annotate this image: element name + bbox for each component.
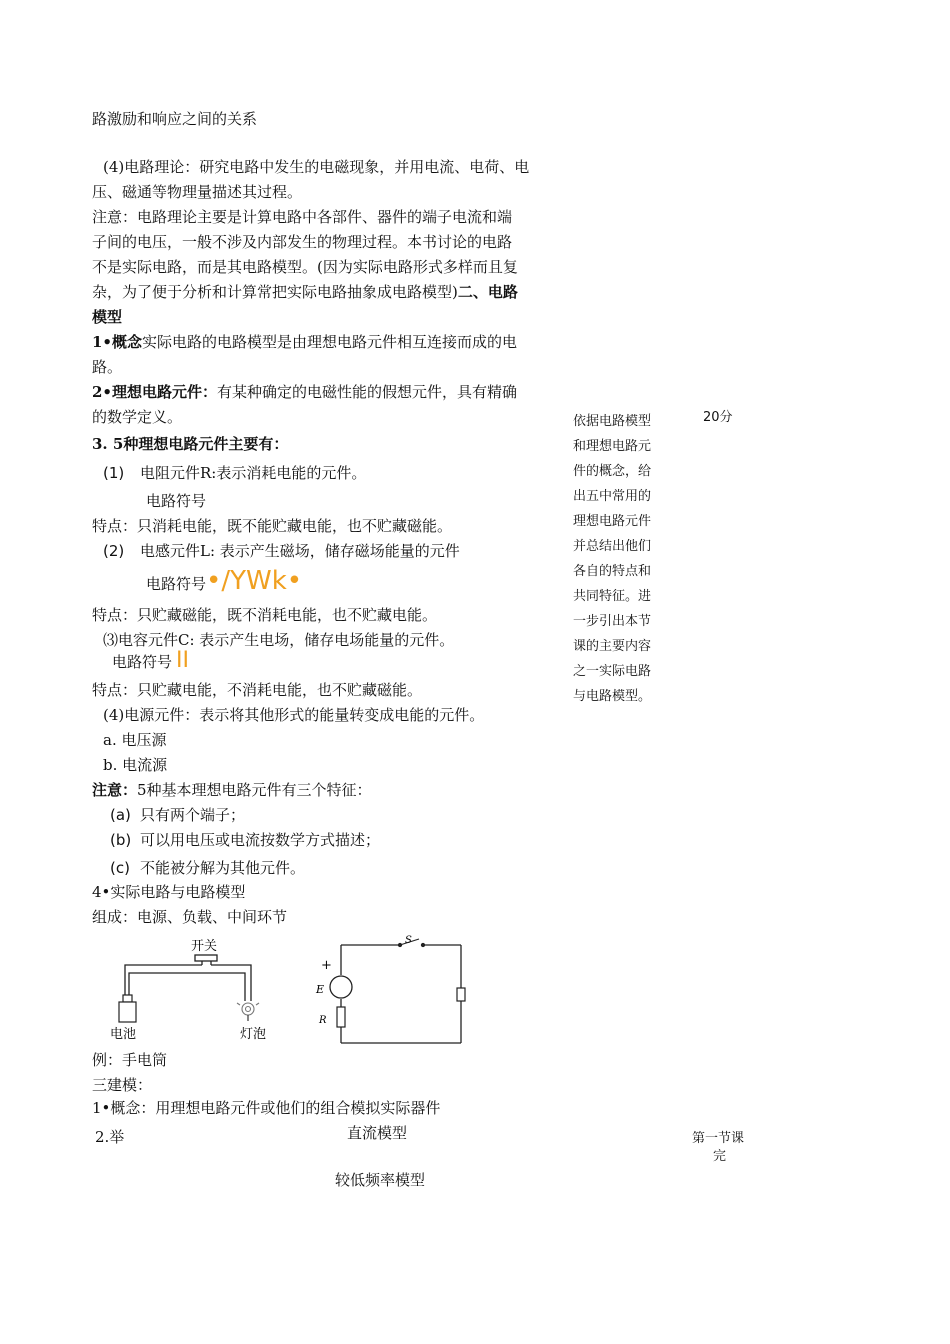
side-line: 共同特征。进: [573, 589, 652, 604]
model-resistor: [337, 1007, 345, 1027]
note-line-3: 不是实际电路，而是其电路模型。(因为实际电路形式多样而且复: [92, 258, 518, 276]
side-line: 课的主要内容: [573, 639, 652, 654]
concept-text: 实际电路的电路模型是由理想电路元件相互连接而成的电: [142, 333, 518, 351]
line-2: 压、磁通等物理量描述其过程。: [92, 183, 303, 201]
feature-c-text: 不能被分解为其他元件。: [140, 859, 306, 877]
item-2-text: 电感元件L: 表示产生磁场，储存磁场能量的元件: [140, 542, 460, 560]
side-line: 各自的特点和: [573, 564, 652, 579]
side-line: 之一实际电路: [573, 664, 652, 679]
note-line-4-text: 杂，为了便于分析和计算常把实际电路抽象成电路模型): [92, 283, 458, 301]
side-line: 和理想电路元: [573, 439, 652, 454]
side-notes: [573, 409, 673, 704]
model-r-label: R: [319, 1015, 327, 1026]
item-1-number: (1): [103, 464, 125, 482]
bulb-label: 灯泡: [240, 1027, 267, 1042]
switch-drawing: [195, 955, 217, 965]
note-line-2: 子间的电压，一般不涉及内部发生的物理过程。本书讨论的电路: [92, 233, 513, 251]
line-11: 的数学定义。: [92, 408, 183, 426]
time-allocation: 20分: [703, 410, 733, 425]
ideal-element-line: [92, 381, 517, 403]
section-heading-2a: 二、电路: [457, 283, 518, 301]
features-note-text: 5种基本理想电路元件有三个特征：: [137, 781, 372, 799]
low-freq-model-label: 较低频率模型: [335, 1171, 426, 1189]
feature-b-text: 可以用电压或电流按数学方式描述；: [140, 831, 381, 849]
model-source: [330, 976, 352, 998]
resistor-symbol-label: 电路符号: [146, 492, 207, 510]
five-elements-heading: 3. 5种理想电路元件主要有：: [92, 435, 289, 453]
note-line-1: 注意：电路理论主要是计算电路中各部件、器件的端子电流和端: [92, 208, 513, 226]
modeling-concept: 1•概念：用理想电路元件或他们的组合模拟实际器件: [92, 1099, 441, 1117]
dc-model-label: 直流模型: [347, 1124, 408, 1142]
concept-line: [92, 331, 517, 353]
modeling-heading: 三建模：: [92, 1076, 153, 1094]
capacitor-symbol: II: [176, 648, 189, 673]
inductor-symbol-label: 电路符号: [146, 575, 207, 593]
example-2-label: 2.举: [95, 1128, 125, 1146]
note-line-4: [92, 281, 518, 303]
switch-label: 开关: [191, 939, 218, 954]
side-line: 并总结出他们: [573, 539, 652, 554]
ideal-element-text: 有某种确定的电磁性能的假想元件，具有精确: [217, 383, 518, 401]
capacitor-symbol-label: 电路符号: [112, 653, 173, 671]
item-4-text: (4)电源元件：表示将其他形式的能量转变成电能的元件。: [103, 706, 485, 724]
inductor-symbol-line: [146, 566, 303, 596]
model-lamp: [457, 988, 465, 1001]
flashlight-figure: [105, 935, 475, 1047]
capacitor-feature: 特点：只贮藏电能，不消耗电能，也不贮藏磁能。: [92, 681, 423, 699]
feature-c-label: (c): [110, 859, 130, 877]
model-switch-label: S: [405, 935, 412, 946]
physical-wires: [125, 965, 251, 1001]
lesson-end-1: 第一节课: [692, 1131, 745, 1146]
bulb-drawing: [237, 1003, 259, 1021]
side-line: 与电路模型。: [573, 689, 652, 704]
model-e-label: E: [316, 983, 325, 996]
features-note-label: 注意：: [92, 781, 138, 799]
side-line: 依据电路模型: [573, 414, 652, 429]
section-heading-2b: 模型: [92, 308, 123, 326]
feature-a-label: (a): [110, 806, 131, 824]
feature-a-text: 只有两个端子；: [140, 806, 246, 824]
item-1-text: 电阻元件R:表示消耗电能的元件。: [140, 464, 367, 482]
capacitor-symbol-line: [112, 650, 189, 673]
line-0: 路激励和响应之间的关系: [92, 110, 258, 128]
item-3-text: ⑶电容元件C: 表示产生电场，储存电场能量的元件。: [103, 631, 455, 649]
model-wires: [341, 945, 461, 1043]
concept-label: 1•概念: [92, 333, 143, 351]
circuit-theory-line: (4)电路理论：研究电路中发生的电磁现象，并用电流、电荷、电: [103, 158, 530, 176]
side-line: 一步引出本节: [573, 614, 652, 629]
features-note: [92, 779, 372, 801]
model-plus: +: [321, 958, 332, 973]
side-line: 出五中常用的: [573, 489, 652, 504]
voltage-source-item: a. 电压源: [103, 731, 167, 749]
composition-line: 组成：电源、负载、中间环节: [92, 908, 288, 926]
side-line: 件的概念，给: [573, 464, 652, 479]
real-vs-model-heading: 4•实际电路与电路模型: [92, 883, 246, 901]
lesson-end-2: 完: [713, 1149, 727, 1164]
battery-drawing: [119, 995, 136, 1022]
resistor-feature: 特点：只消耗电能，既不能贮藏电能，也不贮藏磁能。: [92, 517, 453, 535]
line-9: 路。: [92, 358, 123, 376]
inductor-symbol: •/YWk•: [206, 566, 303, 596]
item-2-number: (2): [103, 542, 125, 560]
example-line: 例：手电筒: [92, 1051, 168, 1069]
side-line: 理想电路元件: [573, 514, 652, 529]
battery-label: 电池: [110, 1027, 137, 1042]
inductor-feature: 特点：只贮藏磁能，既不消耗电能，也不贮藏电能。: [92, 606, 438, 624]
current-source-item: b. 电流源: [103, 756, 168, 774]
ideal-element-label: 2•理想电路元件：: [92, 383, 218, 401]
feature-b-label: (b): [110, 831, 132, 849]
